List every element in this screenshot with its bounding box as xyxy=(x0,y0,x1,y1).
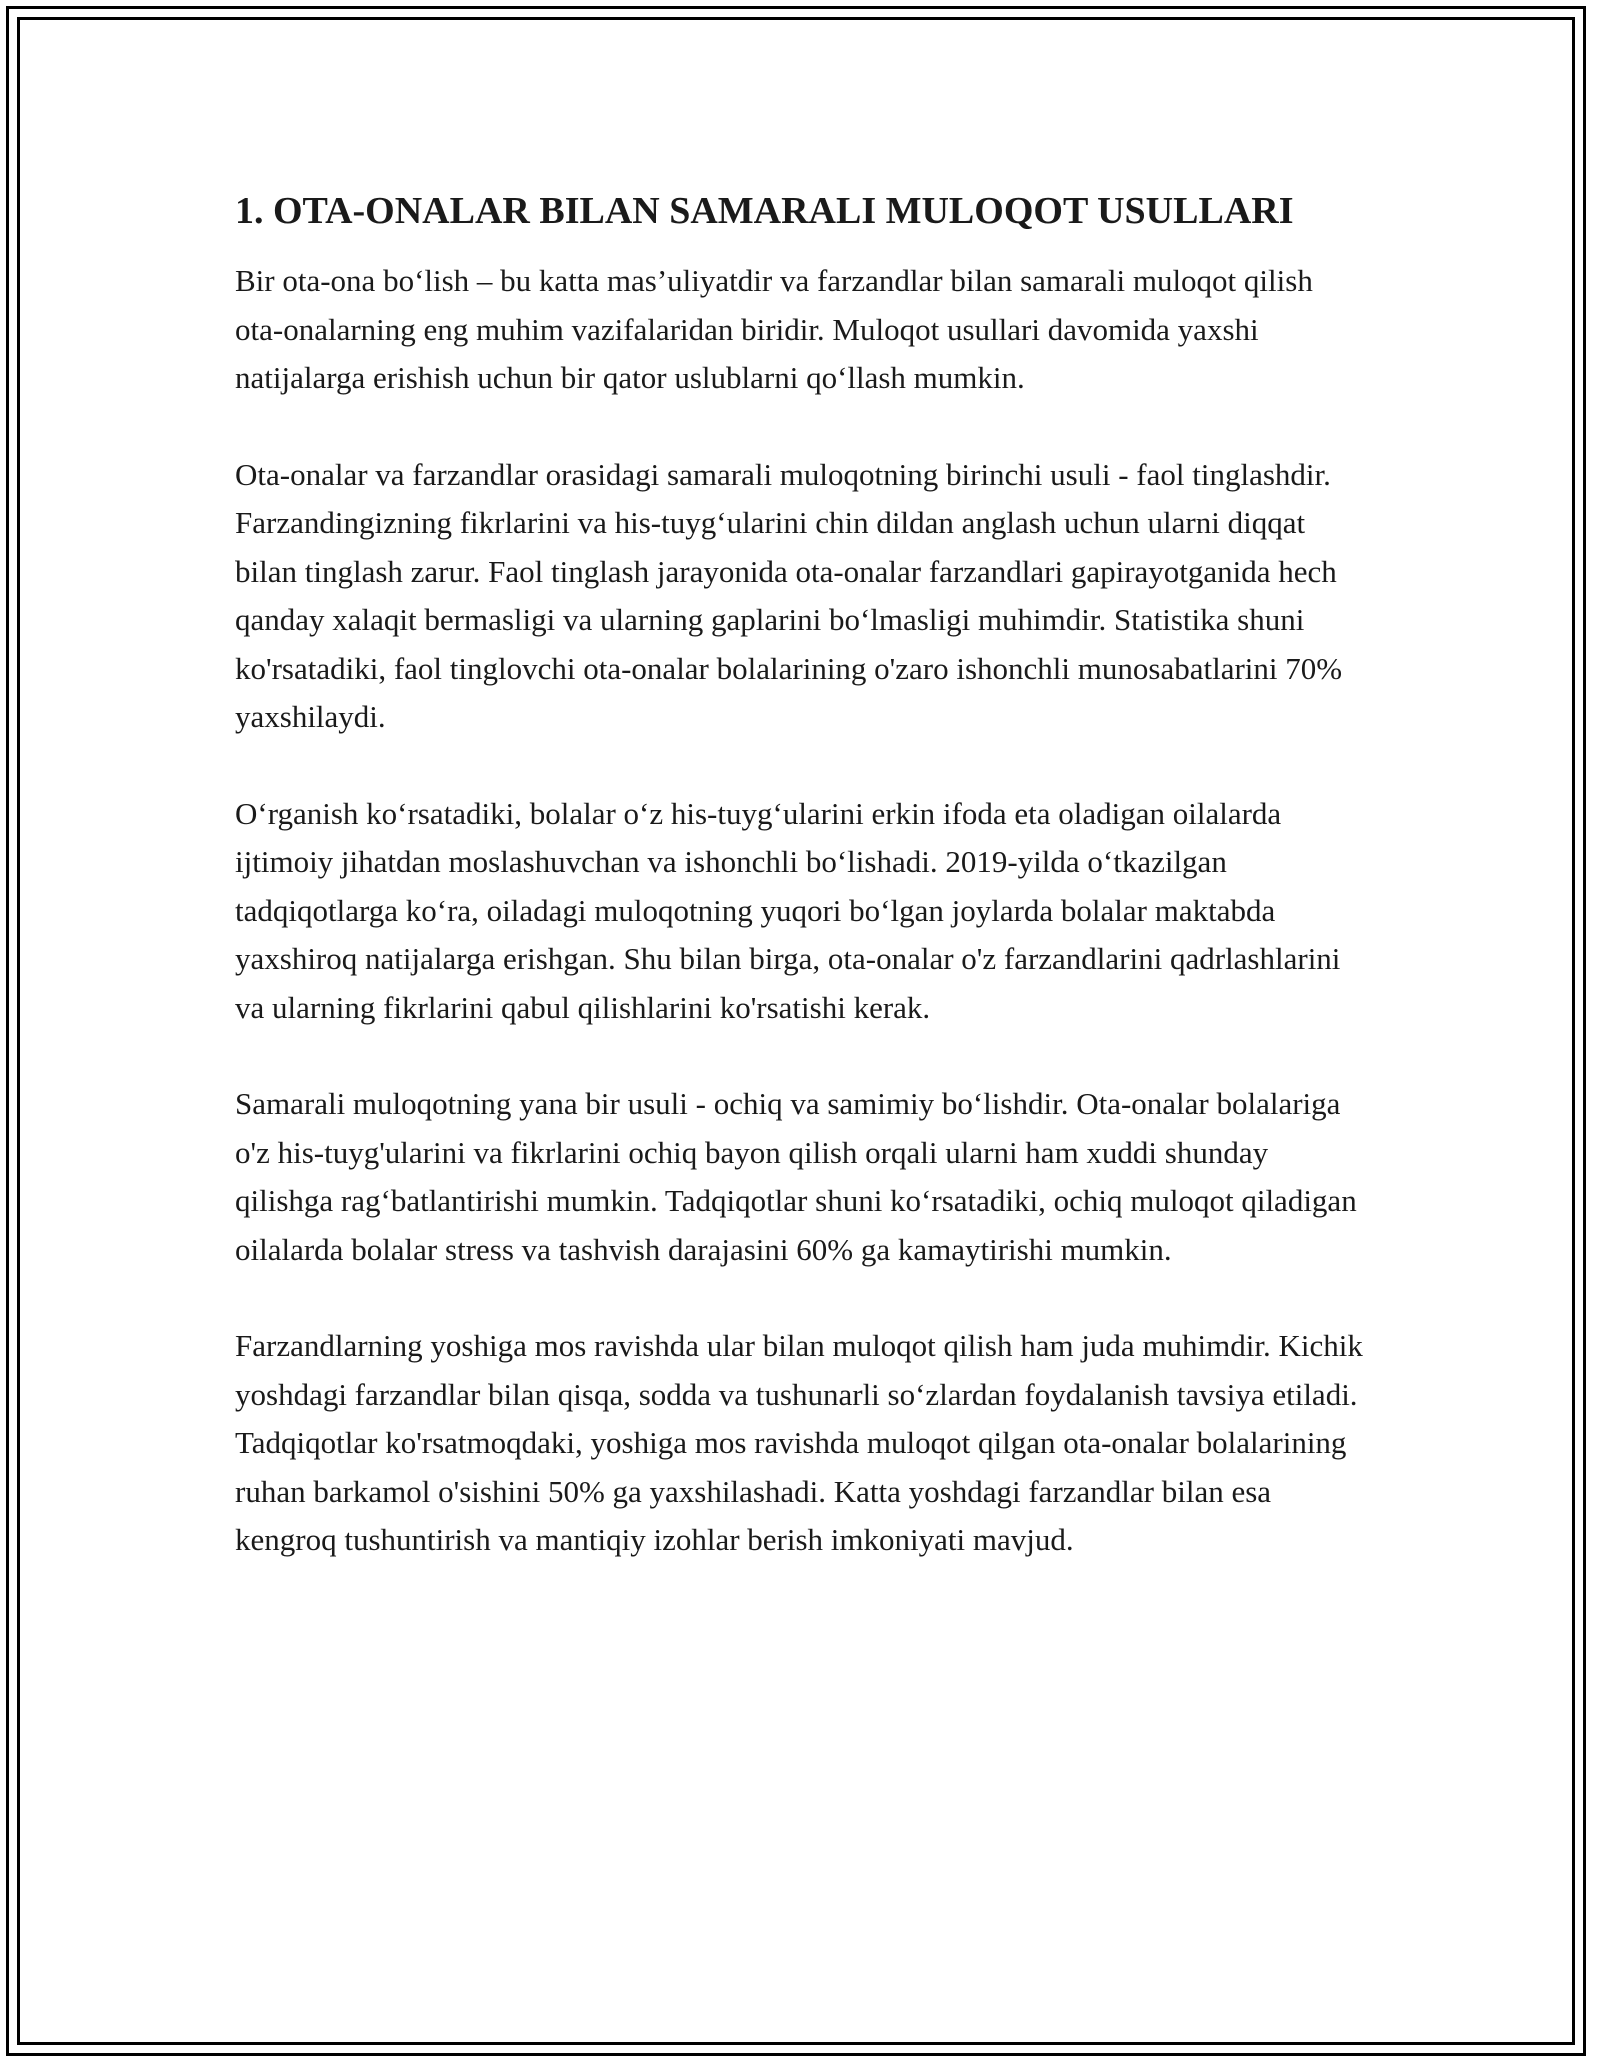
paragraph-open-communication: Samarali muloqotning yana bir usuli - ochiq va samimiy bo‘lishdir. Ota-onalar bolalariga o'z his-tuyg'ularini va fikrlarini ochiq bayon qilish orqali ularni ham xuddi shunday qilishga rag‘batlantirishi mumkin. Tadqiqotlar shuni ko‘rsatadiki, ochiq muloqot qiladigan oilalarda bolalar stress va tashvish darajasini 60% ga kamaytirishi mumkin. xyxy=(235,1086,1357,1267)
paragraph-active-listening: Ota-onalar va farzandlar orasidagi samarali muloqotning birinchi usuli - faol tinglashdir. Farzandingizning fikrlarini va his-tuyg‘ularini chin dildan anglash uchun ularni diqqat bilan tinglash zarur. Faol tinglash jarayonida ota-onalar farzandlari gapirayotganida hech qanday xalaqit bermasligi va ularning gaplarini bo‘lmasligi muhimdir. Statistika shuni ko'rsatadiki, faol tinglovchi ota-onalar bolalarining o'zaro ishonchli munosabatlarini 70% yaxshilaydi. xyxy=(235,456,1343,734)
document-body xyxy=(235,185,1365,1613)
paragraph-intro: Bir ota-ona bo‘lish – bu katta mas’uliyatdir va farzandlar bilan samarali muloqot qilish ota-onalarning eng muhim vazifalaridan biridir. Muloqot usullari davomida yaxshi natijalarga erishish uchun bir qator uslublarni qo‘llash mumkin. xyxy=(235,263,1313,395)
paragraph-age-appropriate: Farzandlarning yoshiga mos ravishda ular bilan muloqot qilish ham juda muhimdir. Kichik yoshdagi farzandlar bilan qisqa, sodda va tushunarli so‘zlardan foydalanish tavsiya etiladi. Tadqiqotlar ko'rsatmoqdaki, yoshiga mos ravishda muloqot qilgan ota-onalar bolalarining ruhan barkamol o'sishini 50% ga yaxshilashadi. Katta yoshdagi farzandlar bilan esa kengroq tushuntirish va mantiqiy izohlar berish imkoniyati mavjud. xyxy=(235,1328,1363,1557)
section-heading: 1. OTA-ONALAR BILAN SAMARALI MULOQOT USULLARI xyxy=(235,190,1294,232)
paragraph-research-findings: O‘rganish ko‘rsatadiki, bolalar o‘z his-tuyg‘ularini erkin ifoda eta oladigan oilalarda ijtimoiy jihatdan moslashuvchan va ishonchli bo‘lishadi. 2019-yilda o‘tkazilgan tadqiqotlarga ko‘ra, oiladagi muloqotning yuqori bo‘lgan joylarda bolalar maktabda yaxshiroq natijalarga erishgan. Shu bilan birga, ota-onalar o'z farzandlarini qadrlashlarini va ularning fikrlarini qabul qilishlarini ko'rsatishi kerak. xyxy=(235,795,1341,1025)
